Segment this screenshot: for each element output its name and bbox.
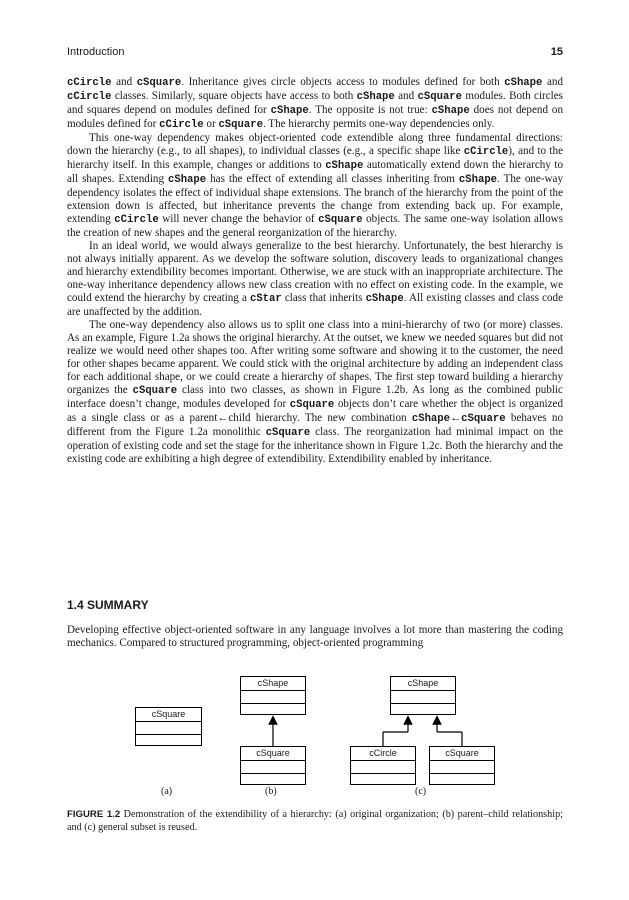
box-c-cshape-title: cShape [391, 677, 455, 691]
paragraph-3: In an ideal world, we would always generalize to the best hierarchy. Unfortunately, the best hierarchy is not always initially apparent. As we develop the software solution, discovery leads to organizational changes and hierarchy extendibility becomes important. Otherwise, we are stuck with an inappropriate architecture. The one-way inheritance dependency allows new class creation with no effect on existing code. In the example, we could extend the hierarchy by creating a cStar class that inherits cShape. All existing classes and class code are unaffected by the addition. [67, 240, 564, 318]
figure-caption [67, 808, 563, 834]
box-b-cshape-title: cShape [241, 677, 305, 691]
running-header-section: Introduction [67, 46, 125, 58]
figure-label-a: (a) [161, 786, 173, 797]
box-c-csquare-title: cSquare [430, 747, 494, 761]
box-c-ccircle-title: cCircle [351, 747, 415, 761]
box-row [351, 774, 415, 786]
running-header [67, 46, 563, 60]
box-row [391, 691, 455, 704]
page-number: 15 [550, 46, 563, 58]
paragraph-4: The one-way dependency also allows us to split one class into a mini-hierarchy of two (or more) classes. As an example, Figure 1.2a shows the original hierarchy. At the outset, we knew we needed squares but did not realize we would need other shapes too. After writing some software and showing it to the customer, the need for other shapes became apparent. We could stick with the original architecture by adding an independent class for each additional shape, or we could create a hierarchy of shapes. The first step toward building a hierarchy organizes the cSquare class into two classes, as shown in Figure 1.2b. As long as the combined public interface doesn’t change, modules developed for cSquare objects don’t care whether the object is organized as a single class or as a parent←child hierarchy. The new combination cShape←cSquare behaves no different from the Figure 1.2a monolithic cSquare class. The reorganization had minimal impact on the operation of existing code and set the stage for the inheritance shown in Figure 1.2c. Both the hierarchy and the existing code are exhibiting a high degree of extendibility. Extendibility enabled by inheritance. [67, 319, 563, 465]
paragraph-2: This one-way dependency makes object-oriented code extendible along three fundamental directions: down the hierarchy (e.g., to all shapes), to individual classes (e.g., a specific shape like cCircle), and to the hierarchy itself. In this example, changes or additions to cShape automatically extend down the hierarchy to all shapes. Extending cShape has the effect of extending all classes inheriting from cShape. The one-way dependency isolates the effect of individual shape extensions. The branch of the hierarchy from the point of the extension down is affected, but inheritance prevents the change from extending back up. For example, extending cCircle will never change the behavior of cSquare objects. The same one-way isolation allows the creation of new shapes and the general reorganization of the hierarchy. [67, 132, 564, 239]
figure-caption-label: FIGURE 1.2 [67, 809, 121, 820]
box-b-csquare-title: cSquare [241, 747, 305, 761]
box-c-cshape [390, 676, 456, 715]
box-row [430, 761, 494, 774]
box-b-cshape [240, 676, 306, 715]
box-a-csquare-title: cSquare [136, 708, 201, 722]
box-a-csquare [135, 707, 202, 746]
box-row [136, 735, 201, 747]
figure-label-b: (b) [265, 786, 277, 797]
body-text [67, 76, 563, 466]
summary-text [67, 624, 563, 650]
summary-paragraph: Developing effective object-oriented software in any language involves a lot more than mastering the coding mechanics. Compared to structured programming, object-oriented programming [67, 624, 563, 649]
box-row [241, 691, 305, 704]
figure-caption-text: Demonstration of the extendibility of a hierarchy: (a) original organization; (b) parent–child relationship; and (c) general subset is reused. [67, 809, 564, 833]
box-row [351, 761, 415, 774]
box-c-ccircle [350, 746, 416, 785]
box-row [391, 704, 455, 716]
box-row [430, 774, 494, 786]
figure-label-c: (c) [415, 786, 427, 797]
box-row [241, 774, 305, 786]
paragraph-1: cCircle and cSquare. Inheritance gives circle objects access to modules defined for both cShape and cCircle classes. Similarly, square objects have access to both cShape and cSquare modules. Both circles and squares depend on modules defined for cShape. The opposite is not true: cShape does not depend on modules defined for cCircle or cSquare. The hierarchy permits one-way dependencies only. [67, 76, 564, 131]
box-row [241, 761, 305, 774]
box-c-csquare [429, 746, 495, 785]
section-heading: 1.4 SUMMARY [67, 598, 149, 612]
box-row [136, 722, 201, 735]
box-row [241, 704, 305, 716]
box-b-csquare [240, 746, 306, 785]
